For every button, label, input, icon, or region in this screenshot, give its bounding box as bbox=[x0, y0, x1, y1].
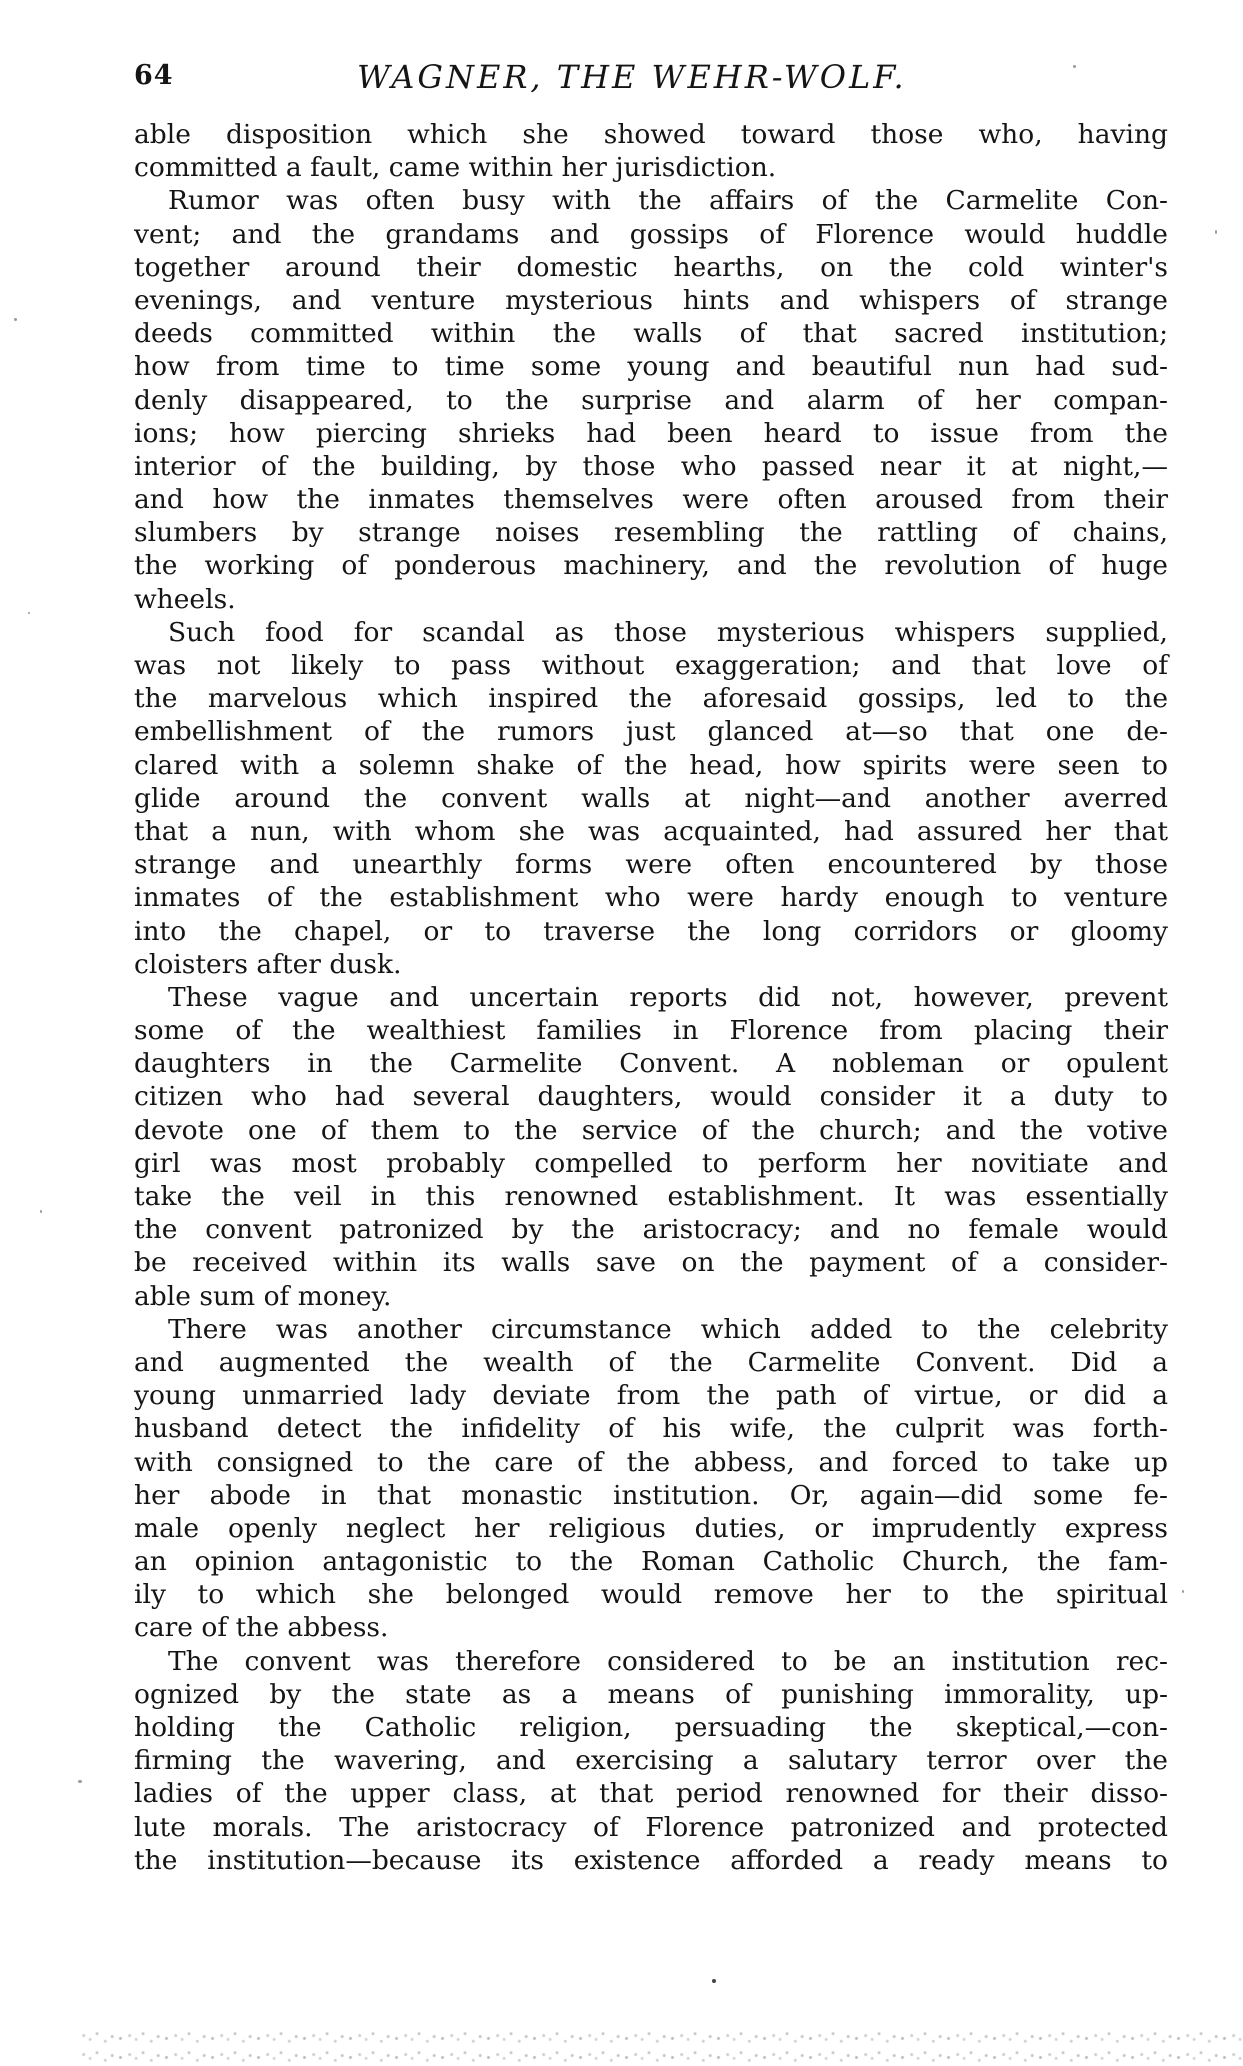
text-line: together around their domestic hearths, on the cold winter's bbox=[134, 251, 1168, 283]
text-line: daughters in the Carmelite Convent. A nobleman or opulent bbox=[134, 1048, 1168, 1080]
text-line: with consigned to the care of the abbess, and forced to take up bbox=[134, 1446, 1168, 1478]
text-line: that a nun, with whom she was acquainted, had assured her that bbox=[134, 815, 1168, 847]
scan-speck bbox=[28, 612, 30, 614]
text-line: embellishment of the rumors just glanced at—so that one de- bbox=[134, 716, 1168, 748]
text-line: and how the inmates themselves were often aroused from their bbox=[134, 484, 1168, 516]
text-line: the marvelous which inspired the aforesaid gossips, led to the bbox=[134, 683, 1168, 715]
text-line: wheels. bbox=[134, 583, 236, 615]
text-line: was not likely to pass without exaggeration; and that love of bbox=[134, 650, 1168, 681]
text-line: lute morals. The aristocracy of Florence patronized and protected bbox=[134, 1811, 1168, 1843]
text-line: citizen who had several daughters, would consider it a duty to bbox=[134, 1081, 1168, 1113]
scan-speck bbox=[40, 1210, 42, 1213]
text-line: evenings, and venture mysterious hints and whispers of strange bbox=[134, 284, 1168, 316]
scan-speck bbox=[1073, 65, 1076, 68]
text-line: care of the abbess. bbox=[134, 1612, 389, 1644]
text-line: ladies of the upper class, at that period renowned for their disso- bbox=[134, 1778, 1168, 1810]
text-line: interior of the building, by those who passed near it at night,— bbox=[134, 450, 1168, 482]
text-line: ily to which she belonged would remove her to the spiritual bbox=[134, 1579, 1168, 1611]
text-line: and augmented the wealth of the Carmelite Convent. Did a bbox=[134, 1346, 1168, 1378]
text-line: denly disappeared, to the surprise and alarm of her compan- bbox=[134, 384, 1168, 416]
text-line: the convent patronized by the aristocracy; and no female would bbox=[134, 1214, 1168, 1246]
text-line: cloisters after dusk. bbox=[134, 948, 402, 980]
paragraph-first-line: The convent was therefore considered to be an institution rec- bbox=[168, 1645, 1168, 1677]
text-line: young unmarried lady deviate from the path of virtue, or did a bbox=[134, 1380, 1168, 1412]
text-line: glide around the convent walls at night—and another averred bbox=[134, 782, 1168, 814]
text-line: her abode in that monastic institution. Or, again—did some fe- bbox=[134, 1479, 1168, 1511]
text-line: ognized by the state as a means of punishing immorality, up- bbox=[134, 1678, 1168, 1710]
text-line: inmates of the establishment who were hardy enough to venture bbox=[134, 882, 1168, 914]
text-line: how from time to time some young and beautiful nun had sud- bbox=[134, 351, 1168, 383]
text-line: holding the Catholic religion, persuading the skeptical,—con- bbox=[134, 1712, 1168, 1743]
scan-speck bbox=[1182, 1590, 1184, 1593]
text-line: into the chapel, or to traverse the long corridors or gloomy bbox=[134, 915, 1168, 947]
text-line: husband detect the infidelity of his wife, the culprit was forth- bbox=[134, 1413, 1168, 1445]
text-line: strange and unearthly forms were often encountered by those bbox=[134, 849, 1168, 881]
page-number: 64 bbox=[134, 60, 174, 91]
page-header bbox=[132, 56, 1132, 108]
text-line: male openly neglect her religious duties, or imprudently express bbox=[134, 1512, 1168, 1544]
text-line: deeds committed within the walls of that sacred institution; bbox=[134, 318, 1168, 350]
running-title: WAGNER, THE WEHR-WOLF. bbox=[357, 58, 907, 96]
text-line: committed a fault, came within her jurisdiction. bbox=[134, 152, 777, 184]
scan-speck bbox=[78, 1780, 82, 1783]
paragraph-first-line: Such food for scandal as those mysterious whispers supplied, bbox=[168, 616, 1168, 648]
paragraph-first-line: There was another circumstance which added to the celebrity bbox=[168, 1313, 1168, 1345]
paragraph-first-line: Rumor was often busy with the affairs of the Carmelite Con- bbox=[168, 185, 1168, 217]
text-line: clared with a solemn shake of the head, how spirits were seen to bbox=[134, 749, 1168, 781]
text-line: an opinion antagonistic to the Roman Catholic Church, the fam- bbox=[134, 1546, 1168, 1578]
scan-speck bbox=[712, 1979, 716, 1983]
text-line: girl was most probably compelled to perform her novitiate and bbox=[134, 1147, 1168, 1179]
scan-edge-noise bbox=[80, 2028, 1243, 2066]
scan-speck bbox=[1215, 230, 1217, 234]
text-line: be received within its walls save on the payment of a consider- bbox=[134, 1247, 1168, 1279]
text-line: some of the wealthiest families in Florence from placing their bbox=[134, 1015, 1168, 1047]
scan-speck bbox=[14, 318, 17, 321]
body-text bbox=[134, 118, 1168, 1877]
text-line: the working of ponderous machinery, and the revolution of huge bbox=[134, 550, 1168, 582]
text-line: slumbers by strange noises resembling the rattling of chains, bbox=[134, 517, 1168, 549]
text-line: able sum of money. bbox=[134, 1280, 392, 1312]
text-line: ions; how piercing shrieks had been heard to issue from the bbox=[134, 417, 1168, 449]
paragraph-first-line: These vague and uncertain reports did not, however, prevent bbox=[168, 981, 1168, 1013]
text-line: able disposition which she showed toward those who, having bbox=[134, 119, 1168, 150]
text-line: vent; and the grandams and gossips of Florence would huddle bbox=[134, 218, 1168, 250]
text-line: take the veil in this renowned establishment. It was essentially bbox=[134, 1181, 1168, 1212]
text-line: firming the wavering, and exercising a salutary terror over the bbox=[134, 1745, 1168, 1777]
text-line: devote one of them to the service of the church; and the votive bbox=[134, 1114, 1168, 1146]
text-line: the institution—because its existence afforded a ready means to bbox=[134, 1844, 1168, 1876]
